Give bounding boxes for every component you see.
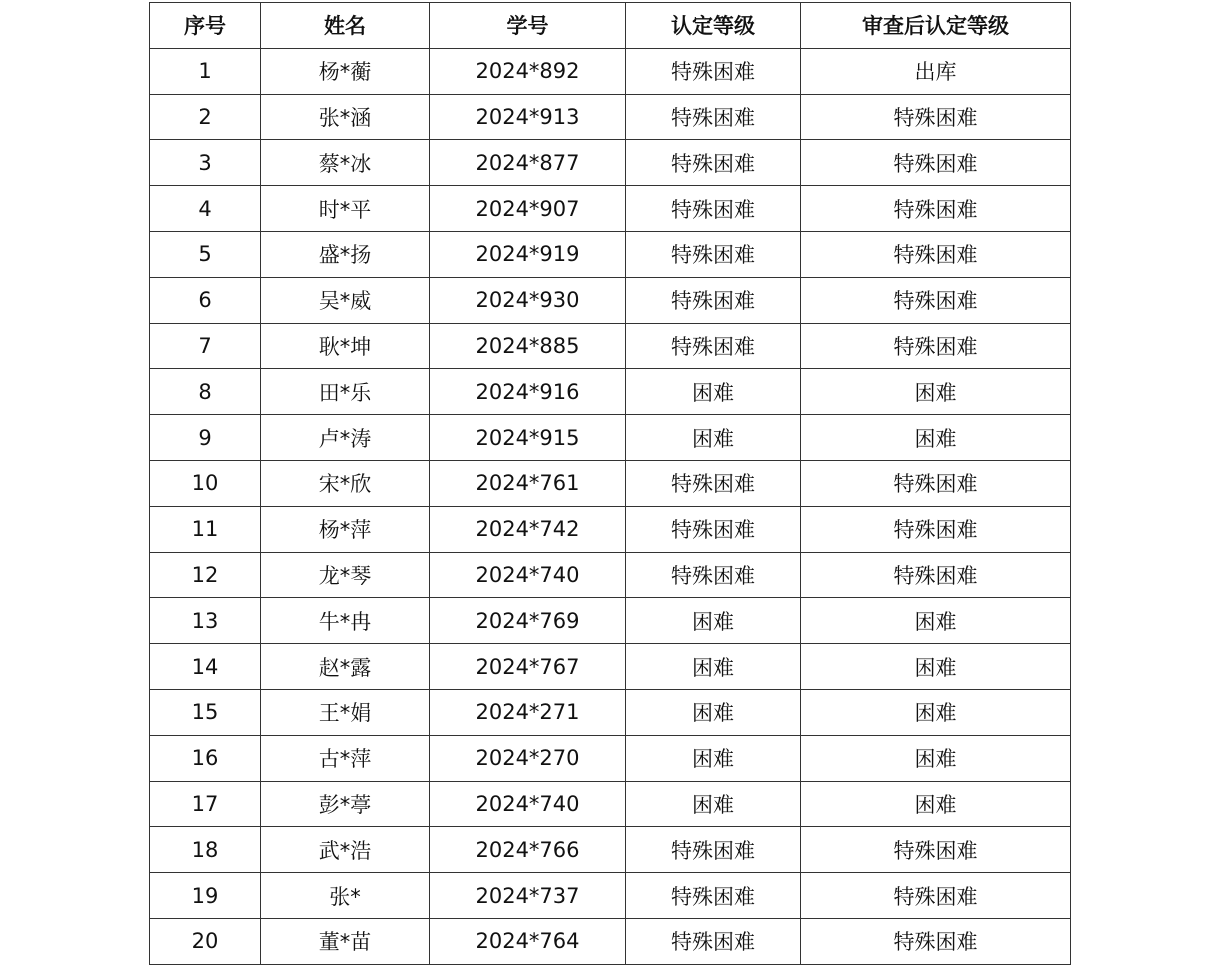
table-row — [150, 506, 1071, 552]
cell-student-id: 2024*916 — [430, 369, 626, 415]
cell-level: 困难 — [626, 598, 801, 644]
table-header — [150, 3, 1071, 49]
cell-student-id: 2024*767 — [430, 644, 626, 690]
cell-student-id: 2024*740 — [430, 781, 626, 827]
cell-index: 2 — [150, 94, 261, 140]
cell-reviewed-level: 特殊困难 — [801, 186, 1071, 232]
cell-student-id: 2024*271 — [430, 689, 626, 735]
cell-reviewed-level: 特殊困难 — [801, 94, 1071, 140]
header-level: 认定等级 — [626, 3, 801, 49]
cell-level: 特殊困难 — [626, 506, 801, 552]
cell-reviewed-level: 困难 — [801, 689, 1071, 735]
cell-index: 1 — [150, 48, 261, 94]
cell-index: 6 — [150, 277, 261, 323]
cell-level: 特殊困难 — [626, 140, 801, 186]
cell-index: 16 — [150, 735, 261, 781]
table-row — [150, 689, 1071, 735]
cell-student-id: 2024*919 — [430, 231, 626, 277]
header-index: 序号 — [150, 3, 261, 49]
cell-student-id: 2024*740 — [430, 552, 626, 598]
cell-index: 19 — [150, 873, 261, 919]
cell-student-id: 2024*766 — [430, 827, 626, 873]
cell-reviewed-level: 困难 — [801, 781, 1071, 827]
cell-name: 赵*露 — [261, 644, 430, 690]
cell-level: 特殊困难 — [626, 918, 801, 964]
header-name: 姓名 — [261, 3, 430, 49]
table-row — [150, 735, 1071, 781]
cell-index: 18 — [150, 827, 261, 873]
cell-index: 7 — [150, 323, 261, 369]
cell-student-id: 2024*764 — [430, 918, 626, 964]
cell-name: 杨*蘅 — [261, 48, 430, 94]
cell-index: 4 — [150, 186, 261, 232]
cell-reviewed-level: 特殊困难 — [801, 827, 1071, 873]
table-row — [150, 918, 1071, 964]
cell-level: 困难 — [626, 369, 801, 415]
cell-level: 特殊困难 — [626, 460, 801, 506]
cell-name: 龙*琴 — [261, 552, 430, 598]
cell-student-id: 2024*915 — [430, 415, 626, 461]
cell-reviewed-level: 特殊困难 — [801, 918, 1071, 964]
cell-level: 特殊困难 — [626, 186, 801, 232]
cell-index: 17 — [150, 781, 261, 827]
cell-level: 特殊困难 — [626, 323, 801, 369]
table-row — [150, 94, 1071, 140]
cell-reviewed-level: 特殊困难 — [801, 552, 1071, 598]
cell-reviewed-level: 特殊困难 — [801, 506, 1071, 552]
cell-level: 特殊困难 — [626, 94, 801, 140]
cell-reviewed-level: 特殊困难 — [801, 460, 1071, 506]
cell-name: 卢*涛 — [261, 415, 430, 461]
cell-reviewed-level: 特殊困难 — [801, 231, 1071, 277]
cell-name: 彭*葶 — [261, 781, 430, 827]
header-reviewed-level: 审查后认定等级 — [801, 3, 1071, 49]
table-row — [150, 323, 1071, 369]
cell-student-id: 2024*742 — [430, 506, 626, 552]
table-body — [150, 48, 1071, 964]
cell-index: 12 — [150, 552, 261, 598]
cell-reviewed-level: 困难 — [801, 369, 1071, 415]
header-row — [150, 3, 1071, 49]
cell-name: 牛*冉 — [261, 598, 430, 644]
table-row — [150, 827, 1071, 873]
cell-reviewed-level: 特殊困难 — [801, 277, 1071, 323]
cell-reviewed-level: 困难 — [801, 644, 1071, 690]
cell-name: 耿*坤 — [261, 323, 430, 369]
cell-name: 杨*萍 — [261, 506, 430, 552]
table-row — [150, 48, 1071, 94]
cell-index: 13 — [150, 598, 261, 644]
cell-reviewed-level: 困难 — [801, 735, 1071, 781]
cell-name: 蔡*冰 — [261, 140, 430, 186]
cell-level: 特殊困难 — [626, 48, 801, 94]
cell-level: 困难 — [626, 415, 801, 461]
cell-name: 张*涵 — [261, 94, 430, 140]
cell-index: 5 — [150, 231, 261, 277]
cell-name: 田*乐 — [261, 369, 430, 415]
cell-student-id: 2024*930 — [430, 277, 626, 323]
cell-name: 吴*威 — [261, 277, 430, 323]
cell-index: 15 — [150, 689, 261, 735]
cell-student-id: 2024*270 — [430, 735, 626, 781]
cell-student-id: 2024*877 — [430, 140, 626, 186]
cell-student-id: 2024*769 — [430, 598, 626, 644]
table-row — [150, 552, 1071, 598]
cell-student-id: 2024*913 — [430, 94, 626, 140]
header-student-id: 学号 — [430, 3, 626, 49]
table-row — [150, 781, 1071, 827]
cell-level: 特殊困难 — [626, 277, 801, 323]
cell-reviewed-level: 特殊困难 — [801, 323, 1071, 369]
cell-name: 武*浩 — [261, 827, 430, 873]
cell-student-id: 2024*907 — [430, 186, 626, 232]
student-table — [149, 2, 1071, 965]
cell-name: 古*萍 — [261, 735, 430, 781]
cell-level: 困难 — [626, 781, 801, 827]
cell-student-id: 2024*892 — [430, 48, 626, 94]
table-row — [150, 231, 1071, 277]
table-row — [150, 140, 1071, 186]
cell-reviewed-level: 特殊困难 — [801, 873, 1071, 919]
table-row — [150, 369, 1071, 415]
cell-name: 王*娟 — [261, 689, 430, 735]
table-row — [150, 460, 1071, 506]
cell-level: 困难 — [626, 644, 801, 690]
cell-index: 3 — [150, 140, 261, 186]
table-row — [150, 186, 1071, 232]
table-row — [150, 644, 1071, 690]
cell-name: 时*平 — [261, 186, 430, 232]
table-row — [150, 598, 1071, 644]
table-row — [150, 415, 1071, 461]
cell-level: 特殊困难 — [626, 552, 801, 598]
cell-index: 14 — [150, 644, 261, 690]
cell-level: 困难 — [626, 689, 801, 735]
cell-student-id: 2024*761 — [430, 460, 626, 506]
cell-name: 盛*扬 — [261, 231, 430, 277]
cell-reviewed-level: 特殊困难 — [801, 140, 1071, 186]
cell-reviewed-level: 困难 — [801, 415, 1071, 461]
cell-level: 特殊困难 — [626, 231, 801, 277]
cell-reviewed-level: 出库 — [801, 48, 1071, 94]
table-row — [150, 277, 1071, 323]
cell-index: 8 — [150, 369, 261, 415]
cell-student-id: 2024*885 — [430, 323, 626, 369]
table-row — [150, 873, 1071, 919]
cell-level: 特殊困难 — [626, 827, 801, 873]
cell-student-id: 2024*737 — [430, 873, 626, 919]
cell-index: 20 — [150, 918, 261, 964]
cell-index: 9 — [150, 415, 261, 461]
cell-index: 10 — [150, 460, 261, 506]
cell-name: 宋*欣 — [261, 460, 430, 506]
cell-name: 董*苗 — [261, 918, 430, 964]
cell-level: 困难 — [626, 735, 801, 781]
cell-index: 11 — [150, 506, 261, 552]
cell-name: 张* — [261, 873, 430, 919]
cell-level: 特殊困难 — [626, 873, 801, 919]
cell-reviewed-level: 困难 — [801, 598, 1071, 644]
